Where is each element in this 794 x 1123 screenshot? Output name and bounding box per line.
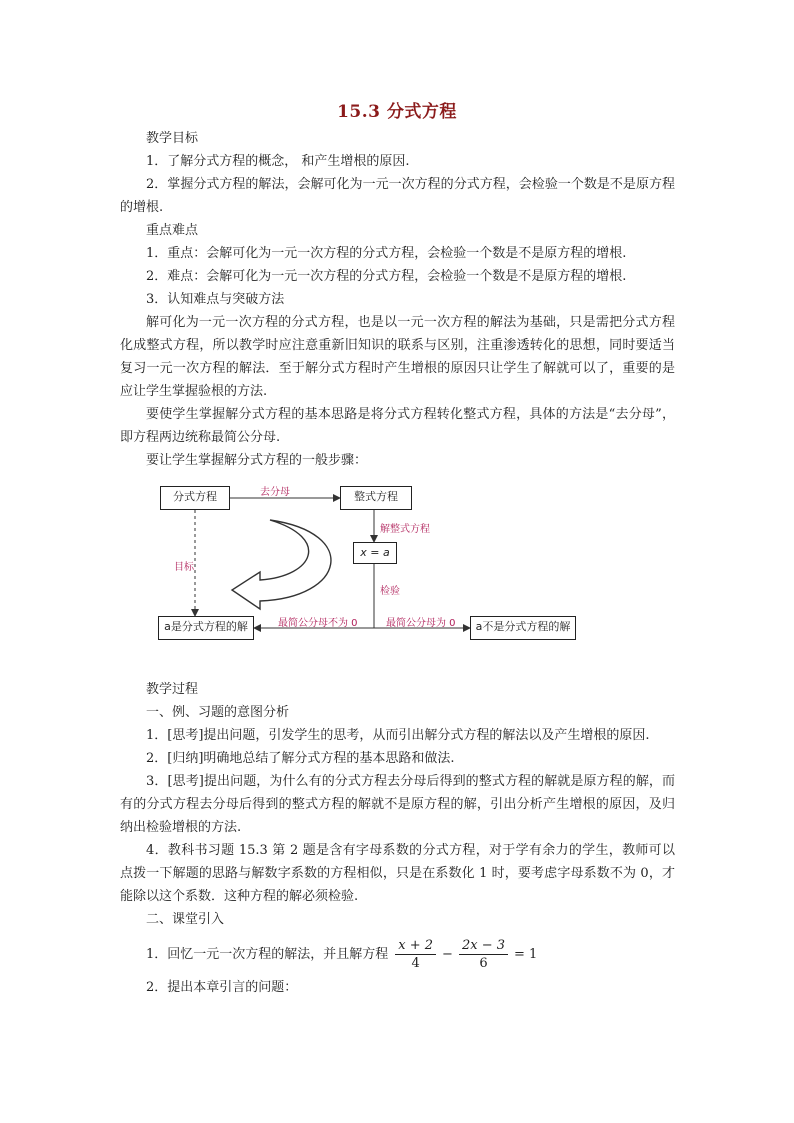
goals-heading: 教学目标 xyxy=(146,131,199,146)
label-remove-denominator: 去分母 xyxy=(260,487,290,498)
label-goal: 目标 xyxy=(174,562,194,573)
label-solve-integral: 解整式方程 xyxy=(380,524,430,535)
goal-item: 2．掌握分式方程的解法，会解可化为一元一次方程的分式方程，会检验一个数是不是原方程的增根. xyxy=(120,177,675,215)
equation-rhs: = 1 xyxy=(513,947,538,962)
process-item: 4．教科书习题 15.3 第 2 题是含有字母系数的分式方程，对于学有余力的学生，教师可以点拨一下解题的思路与解数字系数的方程相似，只是在系数化 1 时，要考虑字母系数不为 0，才能除以这个系数．这种方程的解必须检验. xyxy=(120,843,675,904)
document-body xyxy=(120,127,675,999)
key-paragraph: 要让学生掌握解分式方程的一般步骤： xyxy=(146,453,368,468)
recall-text: 1．回忆一元一次方程的解法，并且解方程 xyxy=(146,947,389,962)
minus-sign: − xyxy=(442,947,453,962)
fraction xyxy=(395,937,436,972)
page-title: 15.3 分式方程 xyxy=(337,102,457,122)
goal-item: 1．了解分式方程的概念， 和产生增根的原因. xyxy=(146,154,410,169)
process-heading: 教学过程 xyxy=(146,682,199,697)
box-x-equals-a: x = a xyxy=(353,542,397,564)
process-section-heading: 一、例、习题的意图分析 xyxy=(146,705,290,720)
numerator: 2x − 3 xyxy=(459,937,508,955)
box-integral-equation: 整式方程 xyxy=(340,486,412,510)
spacer xyxy=(120,656,675,678)
key-item: 2．难点：会解可化为一元一次方程的分式方程，会检验一个数是不是原方程的增根. xyxy=(146,269,627,284)
flowchart xyxy=(120,478,675,656)
recall-item: 2．提出本章引言的问题： xyxy=(146,980,298,995)
denominator: 4 xyxy=(411,956,420,971)
equation xyxy=(392,937,540,972)
process-item: 3．[思考]提出问题，为什么有的分式方程去分母后得到的整式方程的解就是原方程的解，而有的分式方程去分母后得到的整式方程的解就不是原方程的解，引出分析产生增根的原因，及归纳出检验增根的方法. xyxy=(120,774,675,835)
process-item: 1．[思考]提出问题，引发学生的思考，从而引出解分式方程的解法以及产生增根的原因. xyxy=(146,728,650,743)
box-is-solution: a是分式方程的解 xyxy=(158,616,254,640)
key-heading: 重点难点 xyxy=(146,223,199,238)
fraction xyxy=(459,937,508,972)
denominator: 6 xyxy=(479,956,488,971)
label-lcd-nonzero: 最简公分母不为 0 xyxy=(278,618,358,629)
curved-goal-arrow xyxy=(232,520,331,609)
key-item: 1．重点：会解可化为一元一次方程的分式方程，会检验一个数是不是原方程的增根. xyxy=(146,246,627,261)
process-section-heading: 二、课堂引入 xyxy=(146,912,225,927)
box-not-solution: a不是分式方程的解 xyxy=(470,616,576,640)
key-paragraph: 要使学生掌握解分式方程的基本思路是将分式方程转化整式方程，具体的方法是“去分母”，即方程两边统称最简公分母. xyxy=(120,407,675,445)
key-paragraph: 解可化为一元一次方程的分式方程，也是以一元一次方程的解法为基础，只是需把分式方程化成整式方程，所以教学时应注意重新旧知识的联系与区别，注重渗透转化的思想，同时要适当复习一元一次方程的解法．至于解分式方程时产生增根的原因只让学生了解就可以了，重要的是应让学生掌握验根的方法. xyxy=(120,315,675,399)
process-item: 2．[归纳]明确地总结了解分式方程的基本思路和做法. xyxy=(146,751,455,766)
key-item: 3．认知难点与突破方法 xyxy=(146,292,285,307)
numerator: x + 2 xyxy=(395,937,436,955)
box-fractional-equation: 分式方程 xyxy=(160,486,230,510)
label-check: 检验 xyxy=(380,586,400,597)
label-lcd-zero: 最简公分母为 0 xyxy=(386,618,456,629)
recall-item xyxy=(120,937,675,972)
